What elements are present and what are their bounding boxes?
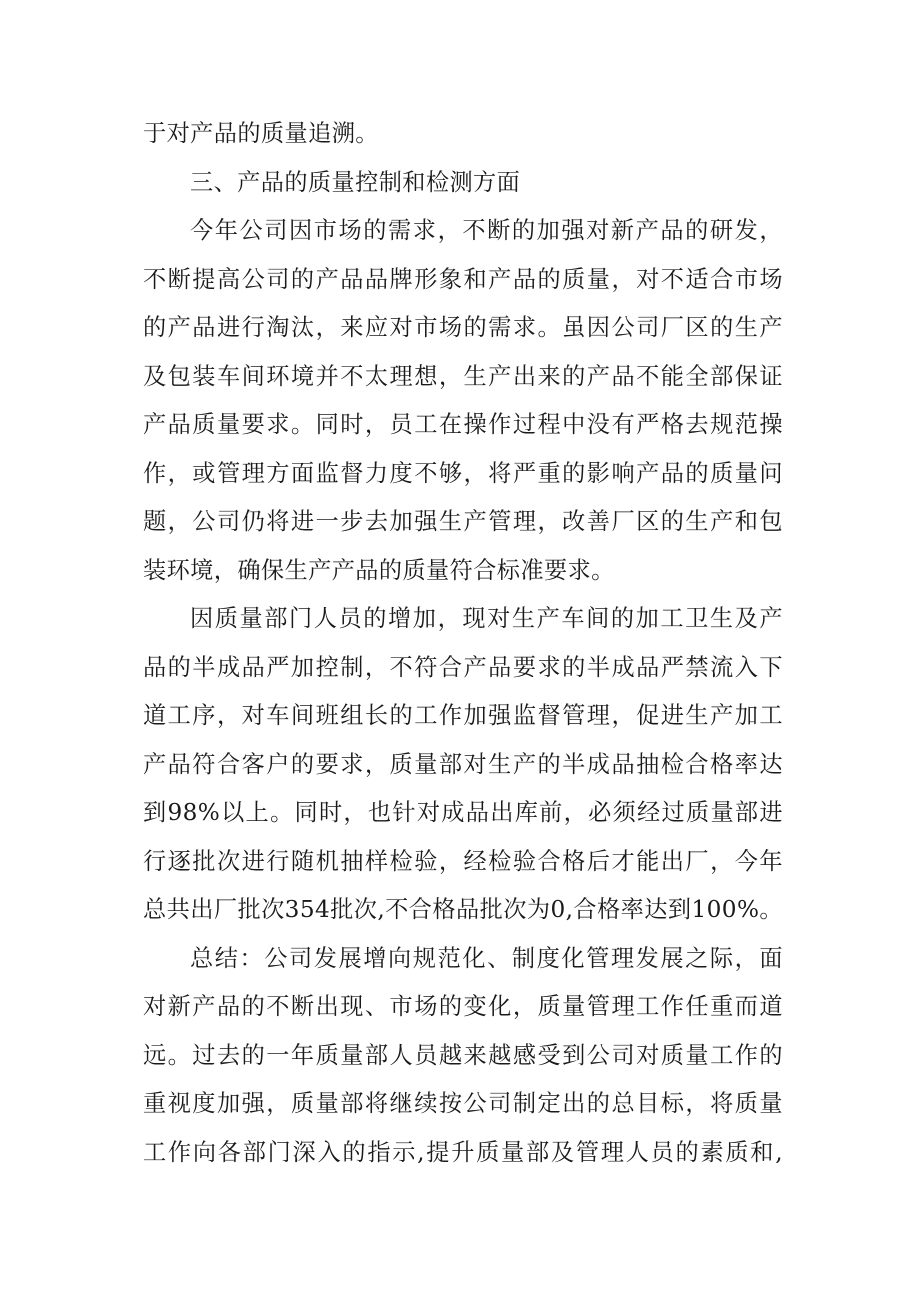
text-line: 重视度加强，质量部将继续按公司制定出的总目标，将质量 xyxy=(143,1090,783,1117)
text-line: 作，或管理方面监督力度不够，将严重的影响产品的质量问 xyxy=(143,459,783,487)
text-line: 及包装车间环境并不太理想，生产出来的产品不能全部保证 xyxy=(143,362,783,390)
text-line: 于对产品的质量追溯。 xyxy=(143,120,379,147)
text-line: 题，公司仍将进一步去加强生产管理，改善厂区的生产和包 xyxy=(143,508,783,535)
document-body xyxy=(143,110,783,1177)
text-line: 产品质量要求。同时，员工在操作过程中没有严格去规范操 xyxy=(143,411,783,438)
text-line: 总结：公司发展增向规范化、制度化管理发展之际，面 xyxy=(190,944,783,972)
text-line: 到98%以上。同时，也针对成品出库前，必须经过质量部进 xyxy=(143,799,783,826)
text-line: 产品符合客户的要求，质量部对生产的半成品抽检合格率达 xyxy=(143,750,783,778)
text-line: 行逐批次进行随机抽样检验，经检验合格后才能出厂，今年 xyxy=(143,847,783,875)
text-line: 不断提高公司的产品品牌形象和产品的质量，对不适合市场 xyxy=(143,265,783,293)
text-line: 因质量部门人员的增加，现对生产车间的加工卫生及产 xyxy=(190,605,783,632)
text-line: 品的半成品严加控制，不符合产品要求的半成品严禁流入下 xyxy=(143,653,783,681)
text-line: 总共出厂批次354批次,不合格品批次为0,合格率达到100%。 xyxy=(143,896,783,923)
text-line: 今年公司因市场的需求，不断的加强对新产品的研发， xyxy=(190,217,783,244)
section-heading: 三、产品的质量控制和检测方面 xyxy=(190,168,521,196)
text-line: 工作向各部门深入的指示,提升质量部及管理人员的素质和, xyxy=(143,1138,783,1166)
text-line: 对新产品的不断出现、市场的变化，质量管理工作任重而道 xyxy=(143,993,783,1020)
text-line: 的产品进行淘汰，来应对市场的需求。虽因公司厂区的生产 xyxy=(143,314,783,341)
text-line: 装环境，确保生产产品的质量符合标准要求。 xyxy=(143,556,615,584)
text-line: 道工序，对车间班组长的工作加强监督管理，促进生产加工 xyxy=(143,702,783,729)
text-line: 远。过去的一年质量部人员越来越感受到公司对质量工作的 xyxy=(143,1041,783,1069)
